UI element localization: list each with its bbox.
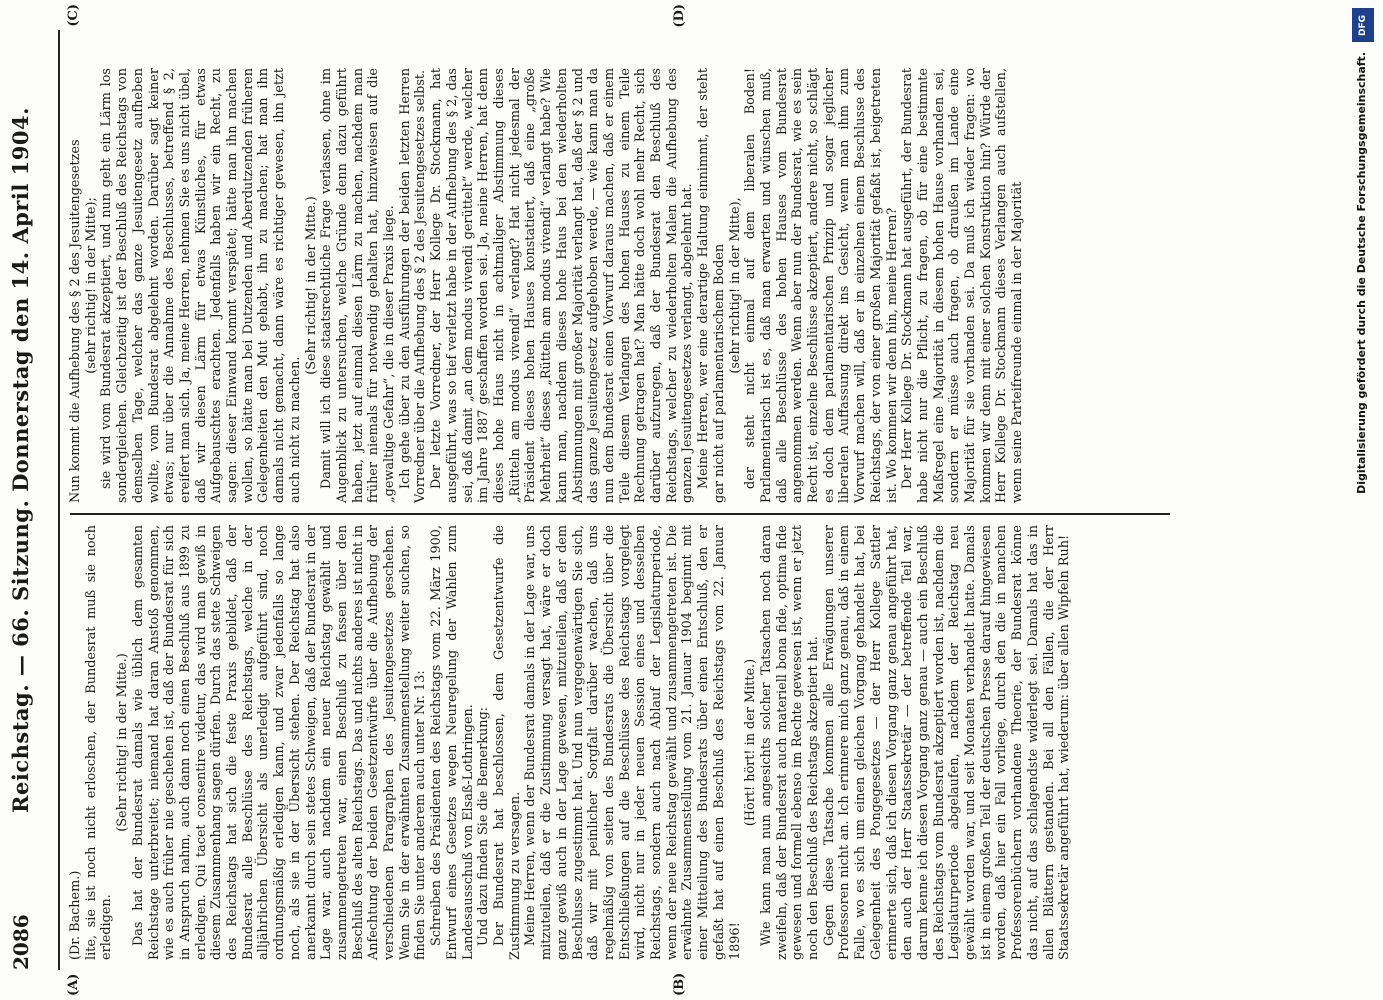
margin-mark-d: (D) xyxy=(672,4,687,28)
margin-mark-c: (C) xyxy=(66,4,81,27)
paragraph: Nun kommt die Aufhebung des § 2 des Jesuitengesetzes xyxy=(68,139,83,503)
paragraph: Und dazu finden Sie die Bemerkung: xyxy=(476,707,492,946)
interjection: (Sehr richtig! in der Mitte.) xyxy=(115,653,131,832)
speaker-name: (Dr. Bachem.) xyxy=(68,870,83,960)
paragraph: Meine Herren, wenn der Bundesrat damals in der Lage war, uns mitzuteilen, daß er die Zustimmung versagt hat, wäre er doch ganz gewiß auch in der Lage gewesen, mitzuteilen, daß er dem Beschlusse zugestimmt hat. Und nun vergegenwärtigen Sie sich, daß wir mit peinlicher Sorgfalt darüber wachen, daß uns regelmäßig von seiten des Bundesrats die Übersicht über die Entschließungen auf die Beschlüsse des Reichstags vorgelegt wird, nicht nur in jeder neuen Session eines und desselben Reichstags, sondern auch nach Ablauf der Legislaturperiode, wenn der neue Reichstag gewählt und zusammengetreten ist. Die erwähnte Zusammenstellung vom 21. Januar 1904 beginnt mit einer Mitteilung des Bundesrats über einen Entschluß, den er gefaßt hat auf einen Beschluß des Reichstags vom 22. Januar 1896! xyxy=(523,525,743,960)
interjection: (Hört! hört! in der Mitte.) xyxy=(743,658,759,827)
right-column xyxy=(60,58,1170,513)
margin-mark-b: (B) xyxy=(672,972,687,996)
paragraph: Der letzte Vorredner, der Herr Kollege Dr. Stockmann, hat ausgeführt, was so tief verletzt habe in der Aufhebung des § 2, das sei, daß damit „an dem modus vivendi gerüttelt“ werde, welcher im Jahre 1887 geschaffen worden sei. Ja, meine Herren, hat denn dieses hohe Haus nicht in achtmaliger Abstimmung dieses „Rütteln am modus vivendi“ verlangt? Hat nicht jedesmal der Präsident dieses hohen Hauses konstatiert, daß eine „große Mehrheit“ dieses „Rütteln am modus vivendi“ verlangt habe? Wie kann man, nachdem dieses hohe Haus bei den wiederholten Abstimmungen mit großer Majorität verlangt hat, daß der § 2 und das ganze Jesuitengesetz aufgehoben werde, — wie kann man da nun dem Bundesrat einen Vorwurf daraus machen, daß er einem Teile diesem Verlangen des hohen Hauses zu einem Teile Rechnung getragen hat? Man hätte doch wohl mehr Recht, sich darüber aufzuregen, daß der Bundesrat den Beschluß des Reichstags, welcher zu wiederholten Malen die Aufhebung des ganzen Jesuitengesetzes verlangt, abgelehnt hat. xyxy=(429,68,696,503)
text-columns xyxy=(60,4,1170,996)
paragraph: lite, sie ist noch nicht erloschen, der Bundesrat muß sie noch erledigen. xyxy=(83,525,115,960)
paragraph: Schreiben des Präsidenten des Reichstags vom 22. März 1900, Entwurf eines Gesetzes wegen Neuregelung der Wahlen zum Landesausschuß von Elsaß-Lothringen. xyxy=(429,525,476,960)
paragraph: Gegen diese Tatsache kommen alle Erwägungen unserer Professoren nicht an. Ich erinnere mich ganz genau, daß in einem Falle, wo es sich um einen gleichen Vorgang gehandelt hat, bei Gelegenheit des Pongegesetzes — der Herr Kollege Sattler erinnerte sich, daß ich diesen Vorgang ganz genau angeführt hat, den auch der Herr Staatssekretär — der betreffende Teil war, darum kenne ich diesen Vorgang ganz genau — auch ein Beschluß des Reichstags vom Bundesrat akzeptiert worden ist, nachdem die Legislaturperiode abgelaufen, nachdem der Reichstag neu gewählt worden war, und seit Monaten verhandelt hatte. Damals ist in einem großen Teil der deutschen Presse darauf hingewiesen worden, daß hier ein Fall vorliege, durch den die in manchen Professorenbüchern vorhandene Theorie, der Bundesrat könne das nicht, auf das schlagendste widerlegt sei. Damals hat das in allen Blättern gestanden. Bei all den Fällen, die der Herr Staatssekretär angeführt hat, wiederum: über allen Wipfeln Ruh! xyxy=(821,525,1073,960)
page-header xyxy=(8,30,60,970)
paragraph: sie wird vom Bundesrat akzeptiert, und nun geht ein Lärm los sondergleichen. Gleichzeitig ist der Beschluß des Reichstags von demselben Tage, welcher das ganze Jesuitengesetz aufheben wollte, vom Bundesrat abgelehnt worden. Darüber sagt keiner etwas; nur über die Annahme des Beschlusses, betreffend § 2, ereifert man sich. Ja, meine Herren, nehmen Sie es uns nicht übel, daß wir diesen Lärm für etwas Künstliches, für etwas Aufgebauschtes erachten. Jedenfalls haben wir ein Recht, zu sagen: dieser Einwand kommt verspätet; hätte man ihn machen wollen, so hätte man bei Dutzenden und Aberdutzenden früheren Gelegenheiten den Mut gehabt, ihn zu machen; hat man ihn damals nicht gemacht, dann wäre es richtiger gewesen, ihn jetzt auch nicht zu machen. xyxy=(99,68,303,503)
paragraph: Wie kann man nun angesichts solcher Tatsachen noch daran zweifeln, daß der Bundesrat auch materiell bona fide, optima fide gewesen und formell ebenso im Rechte gewesen ist, wenn er jetzt noch den Beschluß des Reichstags akzeptiert hat. xyxy=(758,525,822,960)
paragraph: der steht nicht einmal auf dem liberalen Boden! Parlamentarisch ist es, daß man erwarten und wünschen muß, daß alle Beschlüsse des hohen Hauses vom Bundesrat angenommen werden. Wenn aber nun der Bundesrat, wie es sein Recht ist, einzelne Beschlüsse akzeptiert, andere nicht, so schlägt es doch dem parlamentarischen Prinzip und sogar jeglicher liberalen Auffassung direkt ins Gesicht, wenn man ihm zum Vorwurf machen will, daß er in einzelnen einem Beschlusse des Reichstags, der von einer großen Majorität gefaßt ist, beigetreten ist. Wo kommen wir denn hin, meine Herren? xyxy=(743,68,900,503)
page-number: 2086 xyxy=(9,914,33,970)
paragraph: Der Bundesrat hat beschlossen, dem Gesetzentwurfe die Zustimmung zu versagen. xyxy=(491,525,523,960)
left-column xyxy=(60,515,1170,970)
paragraph: Damit will ich diese staatsrechtliche Frage verlassen, ohne im Augenblick zu untersuchen, welche Gründe denn dazu geführt haben, jetzt auf einmal diesen Lärm zu machen, nachdem man früher niemals für notwendig gehalten hat, hinzuweisen auf die „gewaltige Gefahr“, die in dieser Praxis liege. xyxy=(319,68,398,503)
paragraph: Ich gehe über zu den Ausführungen der beiden letzten Herren Vorredner über die Aufhebung des § 2 des Jesuitengesetzes selbst. xyxy=(397,68,429,503)
interjection: (Sehr richtig! in der Mitte.) xyxy=(303,196,319,375)
dfg-credit-strip xyxy=(1349,8,1379,928)
paragraph: Meine Herren, wer eine derartige Haltung einnimmt, der steht gar nicht auf parlamentarischem Boden xyxy=(696,68,727,503)
paragraph: Der Herr Kollege Dr. Stockmann hat ausgeführt, der Bundesrat habe nicht nur die Pflicht, zu fragen, ob für eine bestimmte Maßregel eine Majorität in diesem hohen Hause vorhanden sei, sondern er müsse auch fragen, ob draußen im Lande eine Majorität für sie vorhanden sei. Da muß ich wieder fragen: wo kommen wir denn mit einer solchen Konstruktion hin? Würde der Herr Kollege Dr. Stockmann dieses Verlangen auch aufstellen, wenn seine Parteifreunde einmal in der Majorität xyxy=(900,68,1026,503)
interjection: (sehr richtig! in der Mitte); xyxy=(83,197,99,374)
dfg-credit-text: Digitalisierung gefördert durch die Deutsche Forschungsgemeinschaft. xyxy=(1355,52,1368,494)
column-rule xyxy=(70,513,1170,515)
running-head: Reichstag. — 66. Sitzung. Donnerstag den 14. April 1904. xyxy=(8,107,33,813)
interjection: (sehr richtig! in der Mitte), xyxy=(727,197,743,374)
margin-mark-a: (A) xyxy=(66,973,81,996)
dfg-logo: DFG xyxy=(1352,8,1374,42)
paragraph: Das hat der Bundesrat damals wie üblich dem gesamten Reichstage unterbreitet; niemand hat daran Anstoß genommen, wie es auch früher nie geschehen ist, daß der Bundesrat für sich in Anspruch nahm, auch dann noch einen Beschluß aus 1899 zu erledigen. Qui tacet consentire videtur, das wird man gewiß in diesem Zusammenhang sagen dürfen. Durch das stete Schweigen des Reichstags hat sich die feste Praxis gebildet, daß der Bundesrat alle Beschlüsse des Reichstags, welche in der alljährlichen Übersicht als unerledigt aufgeführt sind, noch ordnungsmäßig erledigen kann, und zwar jedenfalls so lange noch, als sie in der Übersicht stehen. Der Reichstag hat also anerkannt durch sein stetes Schweigen, daß der Bundesrat in der Lage war, auch nachdem ein neuer Reichstag gewählt und zusammengetreten war, einen Beschluß zu fassen über den Beschluß des alten Reichstags. Das und nichts anderes ist nicht in Anfechtung der beiden Gesetzentwürfe über die Aufhebung der verschiedenen Paragraphen des Jesuitengesetzes geschehen. Wenn Sie in der erwähnten Zusammenstellung weiter suchen, so finden Sie unter anderem auch unter Nr. 13: xyxy=(130,525,429,960)
